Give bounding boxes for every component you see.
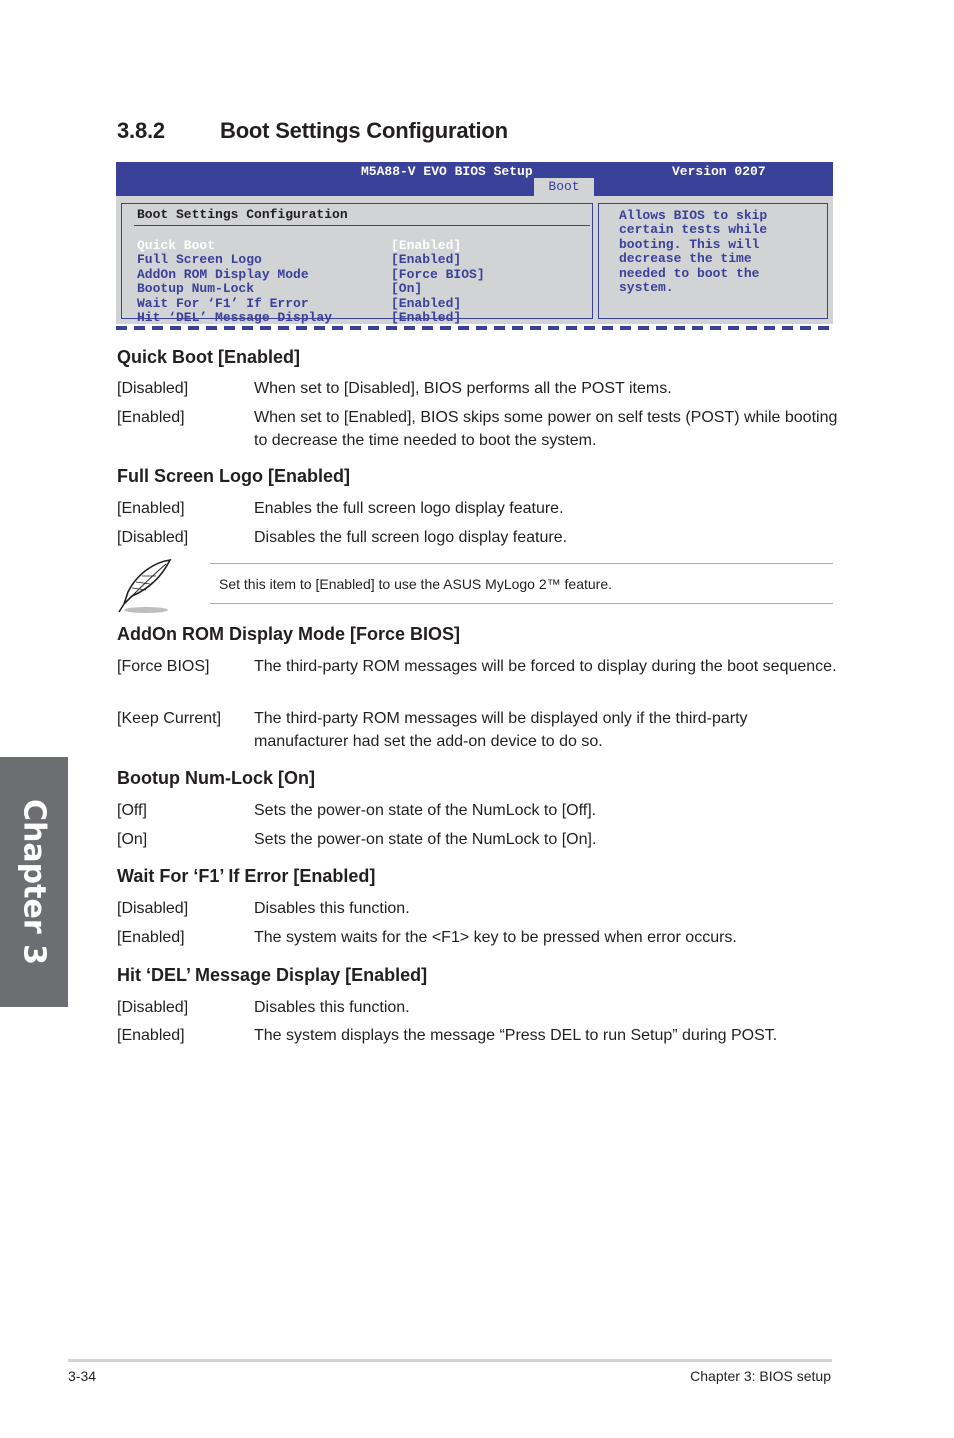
bios-item-label: AddOn ROM Display Mode: [137, 266, 309, 282]
option-value: [Enabled]: [117, 1027, 185, 1044]
section-number: 3.8.2: [117, 118, 165, 143]
note-top-rule: [210, 563, 833, 564]
bios-help-line: needed to boot the: [619, 265, 760, 281]
option-value: [Disabled]: [117, 380, 189, 397]
option-description: Sets the power-on state of the NumLock to [Off].: [254, 802, 597, 819]
note-bottom-rule: [210, 603, 833, 604]
bios-help-line: certain tests while: [619, 222, 768, 238]
bios-item-value: [Enabled]: [391, 295, 462, 311]
feather-pen-icon: [116, 558, 174, 614]
bios-item-label: Full Screen Logo: [137, 252, 262, 268]
bios-tab-boot[interactable]: Boot: [534, 178, 594, 196]
bios-item-value: [Force BIOS]: [391, 266, 485, 282]
option-heading: Wait For ‘F1’ If Error [Enabled]: [117, 866, 376, 886]
footer-chapter-label: Chapter 3: BIOS setup: [690, 1368, 831, 1384]
note-text: Set this item to [Enabled] to use the ASUS MyLogo 2™ feature.: [219, 576, 612, 592]
bios-body: [116, 196, 833, 324]
bios-header: [116, 162, 833, 196]
bios-title: M5A88-V EVO BIOS Setup: [361, 164, 533, 179]
bios-version: Version 0207: [672, 164, 766, 179]
bios-dashed-border: [116, 326, 833, 330]
bios-item-row[interactable]: [137, 238, 462, 253]
option-description: Disables this function.: [254, 999, 410, 1016]
option-heading: Quick Boot [Enabled]: [117, 347, 301, 367]
option-heading: Full Screen Logo [Enabled]: [117, 466, 351, 486]
bios-help-text: [619, 209, 819, 295]
bios-help-line: system.: [619, 280, 674, 296]
bios-item-row[interactable]: [137, 252, 462, 268]
option-description: The third-party ROM messages will be forced to display during the boot sequence.: [254, 658, 837, 675]
chapter-tab-label: Chapter 3: [16, 799, 52, 965]
option-description: The system waits for the <F1> key to be pressed when error occurs.: [254, 929, 737, 946]
section-title: [117, 118, 508, 144]
bios-item-label: Wait For ‘F1’ If Error: [137, 295, 309, 311]
bios-help-panel: [598, 203, 828, 319]
option-value: [Force BIOS]: [117, 658, 210, 675]
bios-item-label: Hit ‘DEL’ Message Display: [137, 310, 333, 325]
option-value: [Disabled]: [117, 999, 189, 1016]
bios-item-label: Quick Boot: [137, 238, 216, 253]
bios-settings-panel: [121, 203, 593, 325]
option-heading: AddOn ROM Display Mode [Force BIOS]: [117, 624, 461, 644]
bios-panel-divider: [134, 225, 590, 226]
option-heading: Hit ‘DEL’ Message Display [Enabled]: [117, 965, 428, 985]
bios-item-value: [Enabled]: [391, 252, 462, 268]
bios-item-value: [On]: [391, 281, 423, 297]
option-value: [Disabled]: [117, 900, 189, 917]
option-value: [Enabled]: [117, 929, 185, 946]
option-value: [On]: [117, 831, 148, 848]
option-value: [Off]: [117, 802, 147, 819]
bios-item-label: Bootup Num-Lock: [137, 281, 255, 297]
bios-help-line: Allows BIOS to skip: [619, 208, 768, 223]
option-description: Sets the power-on state of the NumLock to [On].: [254, 831, 597, 848]
option-description: Disables this function.: [254, 900, 410, 917]
option-description: The third-party ROM messages will be displayed only if the third-party manufacturer had set the add-on device to do so.: [254, 710, 748, 750]
bios-help-line: booting. This will: [619, 236, 760, 252]
option-description: Disables the full screen logo display feature.: [254, 529, 568, 546]
option-value: [Enabled]: [117, 500, 185, 517]
chapter-tab: [0, 757, 68, 1007]
bios-panel-title: Boot Settings Configuration: [137, 207, 348, 222]
bios-item-row[interactable]: [137, 295, 462, 311]
bios-item-row[interactable]: [137, 310, 462, 325]
option-description: The system displays the message “Press DEL to run Setup” during POST.: [254, 1027, 778, 1044]
option-heading: Bootup Num-Lock [On]: [117, 768, 315, 788]
option-description: When set to [Enabled], BIOS skips some power on self tests (POST) while booting to decrease the time needed to boot the system.: [254, 409, 838, 449]
section-heading: Boot Settings Configuration: [220, 118, 508, 143]
option-value: [Disabled]: [117, 529, 189, 546]
bios-item-value: [Enabled]: [391, 238, 462, 253]
bios-item-row[interactable]: [137, 281, 423, 297]
bios-screenshot: [116, 162, 833, 332]
footer-rule: [68, 1359, 832, 1362]
bios-help-line: decrease the time: [619, 251, 752, 267]
option-description: When set to [Disabled], BIOS performs all the POST items.: [254, 380, 672, 397]
option-value: [Enabled]: [117, 409, 185, 426]
page-number: 3-34: [68, 1368, 97, 1384]
option-value: [Keep Current]: [117, 710, 222, 727]
bios-item-value: [Enabled]: [391, 310, 462, 325]
bios-item-row[interactable]: [137, 266, 485, 282]
option-description: Enables the full screen logo display feature.: [254, 500, 564, 517]
